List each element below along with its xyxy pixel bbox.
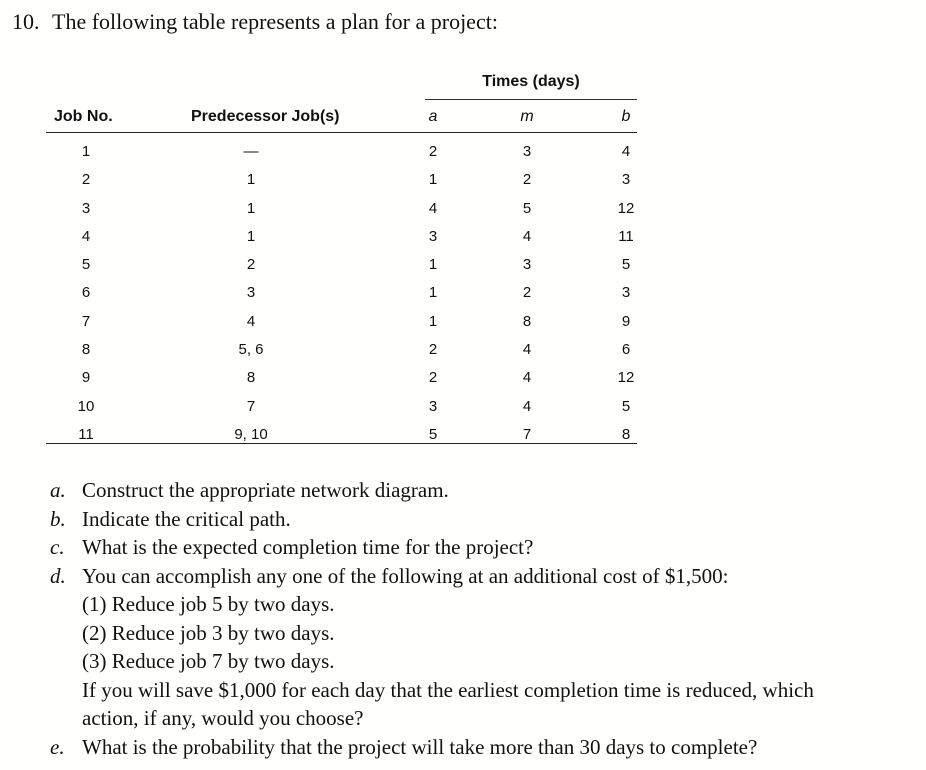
question-letter: b.	[50, 506, 66, 531]
question-d-follow-up-2: action, if any, would you choose?	[82, 706, 364, 730]
cell-job-no: 4	[81, 227, 91, 245]
cell-predecessor: 4	[246, 312, 256, 330]
col-header-b: b	[621, 108, 631, 125]
table-header-rule	[46, 132, 637, 133]
cell-predecessor: 2	[246, 256, 256, 274]
question-d	[50, 562, 910, 591]
cell-job-no: 7	[81, 312, 91, 330]
table-row	[46, 166, 637, 194]
cell-time-a: 3	[428, 397, 438, 415]
question-text: Construct the appropriate network diagram.	[82, 478, 449, 502]
cell-time-a: 1	[428, 312, 438, 330]
question-d-option-2: (2) Reduce job 3 by two days.	[82, 620, 335, 645]
table-row	[46, 336, 637, 364]
times-group-header: Times (days)	[482, 73, 580, 90]
cell-predecessor: 1	[246, 199, 256, 217]
cell-time-a: 4	[428, 199, 438, 217]
cell-job-no: 1	[81, 143, 91, 160]
cell-time-b: 9	[621, 312, 631, 330]
cell-time-a: 3	[428, 227, 438, 245]
table-row	[46, 308, 637, 336]
times-group-rule	[425, 99, 637, 100]
cell-time-m: 5	[522, 199, 532, 217]
question-text: You can accomplish any one of the following at an additional cost of $1,500:	[82, 563, 729, 588]
col-header-predecessor: Predecessor Job(s)	[191, 108, 340, 125]
cell-job-no: 10	[77, 397, 95, 415]
problem-heading	[12, 8, 498, 36]
cell-predecessor: 5, 6	[238, 341, 264, 359]
cell-job-no: 5	[81, 256, 91, 274]
question-text: Indicate the critical path.	[82, 506, 291, 531]
cell-time-m: 3	[522, 143, 532, 160]
question-letter: d.	[50, 563, 66, 588]
cell-time-b: 5	[621, 397, 631, 415]
table-row	[46, 393, 637, 421]
cell-time-a: 1	[428, 256, 438, 274]
cell-time-b: 4	[621, 143, 631, 160]
cell-predecessor: 9, 10	[234, 425, 268, 443]
question-e	[50, 733, 910, 762]
table-body	[46, 138, 637, 449]
cell-predecessor: 7	[246, 397, 256, 415]
question-d-follow-up-1: If you will save $1,000 for each day that the earliest completion time is reduced, which	[82, 677, 814, 702]
question-text: What is the expected completion time for the project?	[82, 535, 534, 559]
cell-time-m: 2	[522, 284, 532, 302]
cell-job-no: 8	[81, 341, 91, 359]
cell-time-b: 6	[621, 341, 631, 359]
cell-time-m: 4	[522, 227, 532, 245]
question-text: What is the probability that the project will take more than 30 days to complete?	[82, 734, 758, 759]
cell-job-no: 11	[78, 425, 94, 443]
table-row	[46, 195, 637, 223]
question-letter: e.	[50, 734, 65, 759]
cell-time-b: 3	[621, 171, 631, 189]
table-row	[46, 279, 637, 307]
question-d-option-1: (1) Reduce job 5 by two days.	[82, 592, 335, 616]
cell-time-b: 12	[617, 369, 635, 387]
question-letter: c.	[50, 535, 65, 559]
table-row	[46, 364, 637, 392]
table-row	[46, 251, 637, 279]
cell-predecessor: —	[243, 143, 259, 160]
cell-time-b: 11	[618, 227, 634, 245]
col-header-job: Job No.	[54, 108, 113, 125]
cell-time-b: 12	[617, 199, 635, 217]
cell-time-a: 5	[428, 425, 438, 443]
cell-time-m: 4	[522, 369, 532, 387]
cell-predecessor: 3	[246, 284, 256, 302]
cell-time-b: 8	[621, 425, 631, 443]
cell-job-no: 6	[81, 284, 91, 302]
table-row	[46, 223, 637, 251]
cell-job-no: 3	[81, 199, 91, 217]
question-c	[50, 533, 910, 562]
cell-job-no: 9	[81, 369, 91, 387]
col-header-a: a	[428, 108, 438, 125]
cell-time-b: 5	[621, 256, 631, 274]
cell-predecessor: 8	[246, 369, 256, 387]
cell-time-m: 7	[522, 425, 532, 443]
table-row	[46, 138, 637, 166]
cell-time-m: 3	[522, 256, 532, 274]
cell-time-a: 2	[428, 143, 438, 160]
cell-time-a: 2	[428, 341, 438, 359]
cell-time-b: 3	[621, 284, 631, 302]
cell-time-a: 2	[428, 369, 438, 387]
question-d-option-3: (3) Reduce job 7 by two days.	[82, 649, 335, 673]
question-letter: a.	[50, 478, 66, 502]
cell-time-m: 8	[522, 312, 532, 330]
problem-number: 10.	[12, 9, 40, 34]
cell-time-a: 1	[428, 284, 438, 302]
table-row	[46, 421, 637, 449]
cell-predecessor: 1	[246, 227, 256, 245]
cell-time-m: 4	[522, 397, 532, 415]
table-bottom-rule	[46, 443, 637, 444]
col-header-m: m	[520, 108, 534, 125]
cell-time-m: 2	[522, 171, 532, 189]
problem-statement: The following table represents a plan for a project:	[52, 9, 498, 34]
question-a	[50, 476, 910, 505]
question-list	[50, 476, 910, 761]
question-b	[50, 505, 910, 534]
cell-predecessor: 1	[246, 171, 256, 189]
cell-time-a: 1	[428, 171, 438, 189]
cell-job-no: 2	[81, 171, 91, 189]
cell-time-m: 4	[522, 341, 532, 359]
